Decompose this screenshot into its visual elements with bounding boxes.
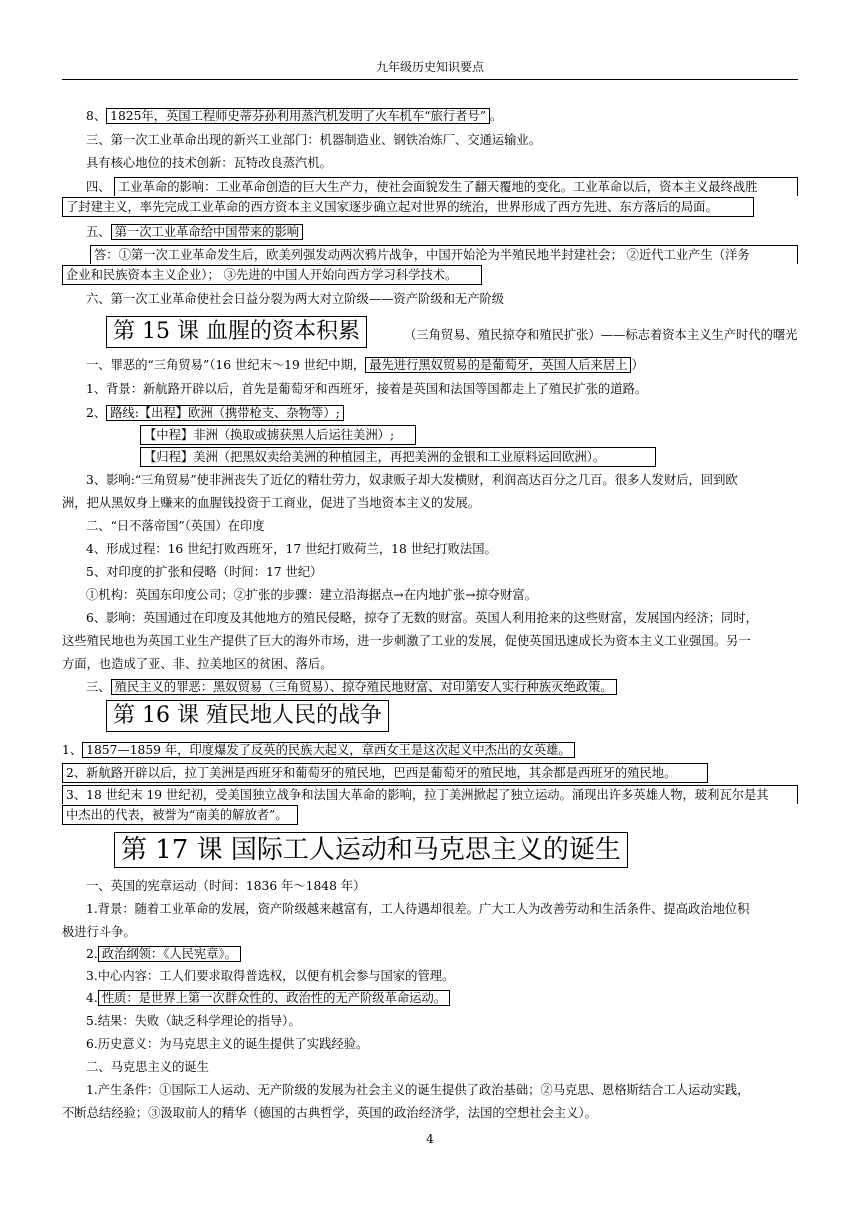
lesson-title: 第 15 课 血腥的资本积累 [106,316,367,348]
text-line: 6.历史意义：为马克思主义的诞生提供了实践经验。 [86,1037,369,1051]
text-line: 三、第一次工业革命出现的新兴工业部门：机器制造业、钢铁冶炼厂、交通运输业。 [86,133,541,147]
text-line: 一、英国的宪章运动（时间：1836 年～1848 年） [86,879,366,893]
text-line: 3.中心内容：工人们要求取得普选权，以便有机会参与国家的管理。 [86,969,455,983]
highlight-box: 【归程】美洲（把黑奴卖给美洲的种植园主，再把美洲的金银和工业原料运回欧洲）。 [140,447,656,467]
text-line: 方面，也造成了亚、非、拉美地区的贫困、落后。 [62,657,333,671]
text-line: 5、对印度的扩张和侵略（时间：17 世纪） [86,565,323,579]
text-line: 不断总结经验；③汲取前人的精华（德国的古典哲学，英国的政治经济学，法国的空想社会主义）。 [62,1106,597,1120]
highlight-box: 了封建主义，率先完成工业革命的西方资本主义国家逐步确立起对世界的统治，世界形成了西方先进、东方落后的局面。 [62,197,754,217]
highlight-box: 1825年，英国工程师史蒂芬孙利用蒸汽机发明了火车机车“旅行者号” [106,108,490,124]
text-line: 一、罪恶的“三角贸易”（16 世纪末～19 世纪中期， 最先进行黑奴贸易的是葡萄牙，英国人后来居上 ） [86,358,644,372]
text-line: 1、背景：新航路开辟以后，首先是葡萄牙和西班牙，接着是英国和法国等国都走上了殖民扩张的道路。 [86,382,648,396]
text-line: ①机构：英国东印度公司；②扩张的步骤：建立沿海据点→在内地扩张→掠夺财富。 [86,588,537,602]
lesson-subtitle: （三角贸易、殖民掠夺和殖民扩张）——标志着资本主义生产时代的曙光 [404,328,798,342]
highlight-box: 政治纲领：《人民宪章》。 [98,946,241,962]
text-line: 4. 性质：是世界上第一次群众性的、政治性的无产阶级革命运动。 [86,990,450,1006]
text-line: 1.产生条件：①国际工人运动、无产阶级的发展为社会主义的诞生提供了政治基础；②马克思、恩格斯结合工人运动实践， [86,1083,750,1097]
text-line: 洲，把从黑奴身上赚来的血腥钱投资于工商业，促进了当地资本主义的发展。 [62,496,481,510]
text-line: 五、 第一次工业革命给中国带来的影响 [86,224,303,240]
highlight-box: 工业革命的影响：工业革命创造的巨大生产力，使社会面貌发生了翻天覆地的变化。工业革命以后，资本主义最终战胜 [114,177,798,196]
highlight-box: 中杰出的代表，被誉为“南美的解放者”。 [62,805,298,825]
text-line: 2、 路线:【出程】欧洲（携带枪支、杂物等）; [86,405,344,421]
text-line: 二、“日不落帝国”（英国）在印度 [86,519,265,533]
text-line: 三、 殖民主义的罪恶：黑奴贸易（三角贸易）、掠夺殖民地财富、对印第安人实行种族灭绝政策。 [86,679,617,695]
highlight-box: 性质：是世界上第一次群众性的、政治性的无产阶级革命运动。 [98,990,450,1006]
highlight-box: 企业和民族资本主义企业）； ③先进的中国人开始向西方学习科学技术。 [62,265,482,285]
text-line: 5.结果：失败（缺乏科学理论的指导）。 [86,1014,301,1028]
text-line: 3、影响:“三角贸易”使非洲丧失了近亿的精壮劳力，奴隶贩子却大发横财，利润高达百分之几百。很多人发财后，回到欧 [86,473,738,487]
highlight-box: 3、18 世纪末 19 世纪初，受美国独立战争和法国大革命的影响，拉丁美洲掀起了独立运动。涌现出许多英雄人物，玻利瓦尔是其 [62,785,798,804]
highlight-box: 1857—1859 年，印度爆发了反英的民族大起义，章西女王是这次起义中杰出的女英雄。 [82,742,575,758]
lesson-title: 第 17 课 国际工人运动和马克思主义的诞生 [114,832,628,868]
text-line: 二、马克思主义的诞生 [86,1060,209,1074]
text-line: 1、 1857—1859 年，印度爆发了反英的民族大起义，章西女王是这次起义中杰出的女英雄。 [62,742,575,758]
highlight-box: 殖民主义的罪恶：黑奴贸易（三角贸易）、掠夺殖民地财富、对印第安人实行种族灭绝政策。 [111,679,617,695]
page-header: 九年级历史知识要点 [375,60,484,74]
page-number: 4 [426,1132,434,1146]
text-line: 6、影响：英国通过在印度及其他地方的殖民侵略，掠夺了无数的财富。英国人利用抢来的这些财富，发展国内经济；同时， [86,611,758,625]
highlight-box: 最先进行黑奴贸易的是葡萄牙，英国人后来居上 [365,357,631,373]
text-line: 六、第一次工业革命使社会日益分裂为两大对立阶级——资产阶级和无产阶级 [86,292,505,306]
text-line: 8、 1825年，英国工程师史蒂芬孙利用蒸汽机发明了火车机车“旅行者号” 。 [86,109,503,123]
highlight-box: 【中程】非洲（换取或掳获黑人后运往美洲）; [140,425,416,445]
text-line: 2. 政治纲领：《人民宪章》。 [86,946,241,962]
text-line: 1.背景：随着工业革命的发展，资产阶级越来越富有，工人待遇却很差。广大工人为改善劳动和生活条件、提高政治地位积 [86,902,750,916]
highlight-box: 第一次工业革命给中国带来的影响 [111,224,303,240]
header-rule [62,79,798,80]
text-line: 四、 [86,180,111,194]
highlight-box: 路线:【出程】欧洲（携带枪支、杂物等）; [106,405,344,421]
highlight-box: 答：①第一次工业革命发生后，欧美列强发动两次鸦片战争，中国开始沦为半殖民地半封建社会； ②近代工业产生（洋务 [90,245,798,264]
text-line: 4、形成过程：16 世纪打败西班牙，17 世纪打败荷兰，18 世纪打败法国。 [86,542,497,556]
highlight-box: 2、新航路开辟以后，拉丁美洲是西班牙和葡萄牙的殖民地，巴西是葡萄牙的殖民地，其余都是西班牙的殖民地。 [62,763,708,783]
lesson-title: 第 16 课 殖民地人民的战争 [106,700,389,732]
text-line: 极进行斗争。 [62,925,136,939]
text-line: 具有核心地位的技术创新：瓦特改良蒸汽机。 [86,156,332,170]
text-line: 这些殖民地也为英国工业生产提供了巨大的海外市场，进一步刺激了工业的发展，促使英国迅速成长为资本主义工业强国。另一 [62,634,751,648]
